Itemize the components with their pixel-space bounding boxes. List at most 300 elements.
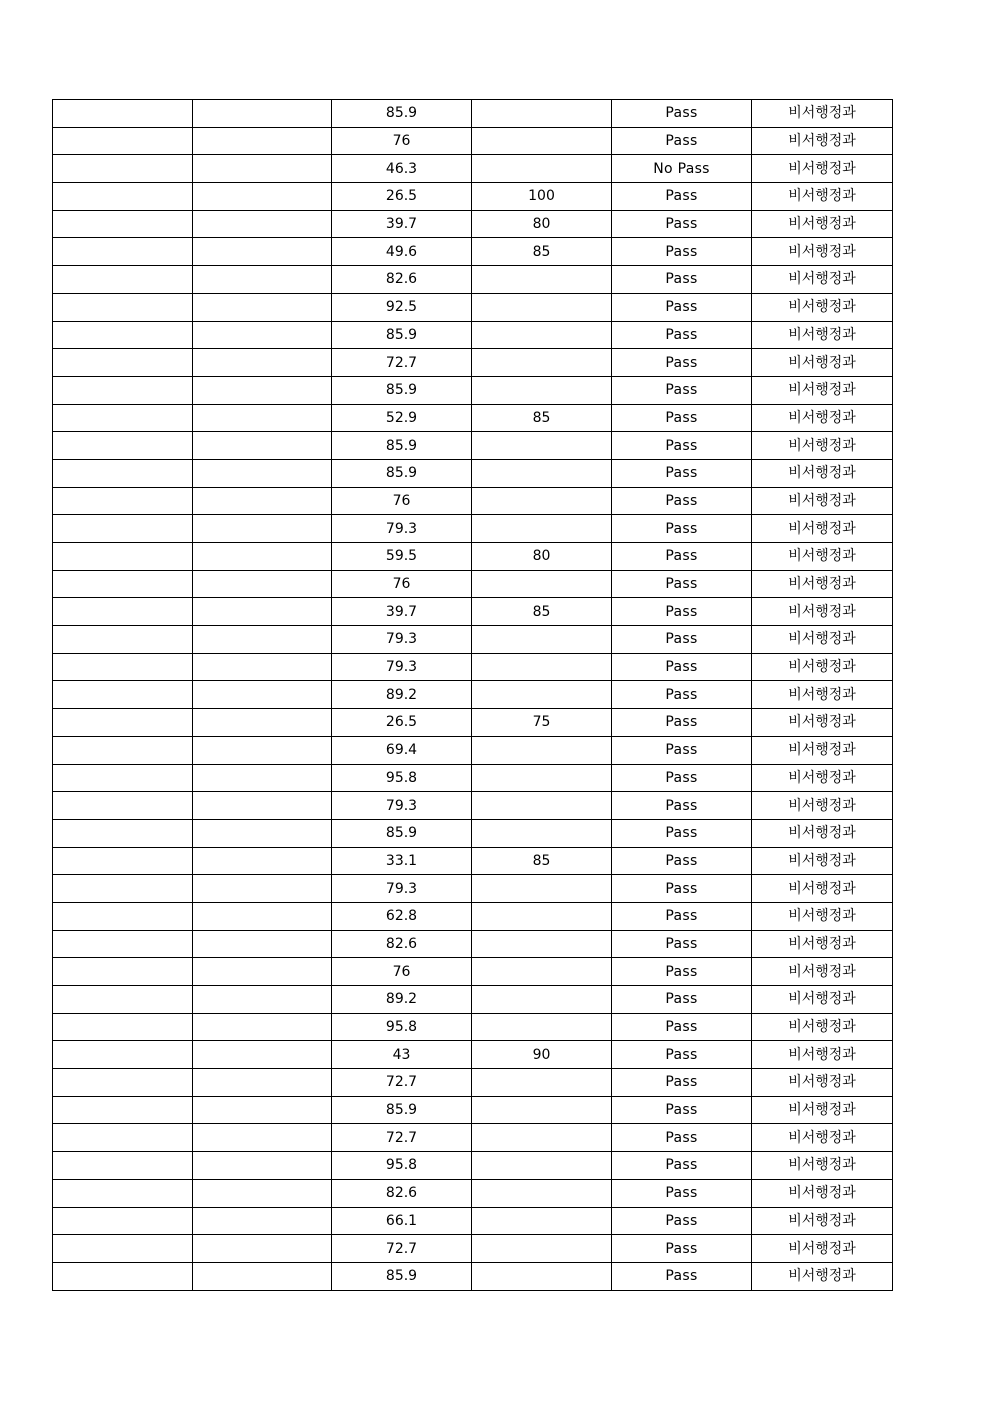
cell-blank-2 — [193, 570, 332, 598]
cell-blank-2 — [193, 238, 332, 266]
cell-blank-2 — [193, 321, 332, 349]
cell-result: Pass — [612, 681, 752, 709]
cell-blank-1 — [53, 515, 193, 543]
cell-blank-2 — [193, 764, 332, 792]
cell-extra-score — [472, 100, 612, 128]
cell-blank-1 — [53, 127, 193, 155]
cell-blank-1 — [53, 709, 193, 737]
cell-blank-2 — [193, 155, 332, 183]
cell-result: Pass — [612, 709, 752, 737]
cell-result: Pass — [612, 1179, 752, 1207]
cell-result: Pass — [612, 183, 752, 211]
cell-department: 비서행정과 — [752, 487, 893, 515]
cell-blank-1 — [53, 1235, 193, 1263]
cell-department: 비서행정과 — [752, 404, 893, 432]
cell-blank-1 — [53, 902, 193, 930]
cell-result: Pass — [612, 293, 752, 321]
cell-department: 비서행정과 — [752, 1207, 893, 1235]
table-row — [53, 321, 893, 349]
cell-score: 79.3 — [332, 792, 472, 820]
cell-blank-2 — [193, 736, 332, 764]
cell-blank-2 — [193, 210, 332, 238]
table-row — [53, 266, 893, 294]
cell-blank-1 — [53, 875, 193, 903]
table-row — [53, 792, 893, 820]
cell-blank-1 — [53, 736, 193, 764]
cell-department: 비서행정과 — [752, 100, 893, 128]
cell-blank-1 — [53, 1069, 193, 1097]
cell-extra-score — [472, 432, 612, 460]
cell-extra-score: 80 — [472, 210, 612, 238]
cell-blank-1 — [53, 487, 193, 515]
cell-extra-score: 85 — [472, 238, 612, 266]
table-row — [53, 432, 893, 460]
cell-department: 비서행정과 — [752, 736, 893, 764]
cell-score: 89.2 — [332, 681, 472, 709]
cell-score: 72.7 — [332, 1235, 472, 1263]
cell-score: 49.6 — [332, 238, 472, 266]
cell-score: 82.6 — [332, 266, 472, 294]
table-row — [53, 1041, 893, 1069]
cell-blank-2 — [193, 930, 332, 958]
table-row — [53, 238, 893, 266]
cell-result: Pass — [612, 459, 752, 487]
cell-blank-2 — [193, 1207, 332, 1235]
cell-result: Pass — [612, 570, 752, 598]
cell-blank-1 — [53, 543, 193, 571]
table-row — [53, 626, 893, 654]
cell-score: 26.5 — [332, 709, 472, 737]
cell-score: 76 — [332, 570, 472, 598]
cell-extra-score: 75 — [472, 709, 612, 737]
table-row — [53, 1096, 893, 1124]
cell-score: 85.9 — [332, 1096, 472, 1124]
cell-result: Pass — [612, 958, 752, 986]
cell-department: 비서행정과 — [752, 764, 893, 792]
cell-result: Pass — [612, 764, 752, 792]
cell-blank-2 — [193, 1069, 332, 1097]
cell-score: 72.7 — [332, 1124, 472, 1152]
cell-blank-1 — [53, 819, 193, 847]
cell-blank-2 — [193, 543, 332, 571]
cell-department: 비서행정과 — [752, 681, 893, 709]
cell-extra-score — [472, 155, 612, 183]
cell-blank-1 — [53, 404, 193, 432]
cell-blank-2 — [193, 902, 332, 930]
cell-score: 46.3 — [332, 155, 472, 183]
cell-result: Pass — [612, 266, 752, 294]
cell-blank-1 — [53, 1152, 193, 1180]
cell-blank-2 — [193, 653, 332, 681]
cell-blank-1 — [53, 681, 193, 709]
cell-result: Pass — [612, 598, 752, 626]
cell-result: Pass — [612, 1069, 752, 1097]
table-row — [53, 1262, 893, 1290]
cell-blank-2 — [193, 958, 332, 986]
cell-extra-score: 85 — [472, 598, 612, 626]
cell-score: 66.1 — [332, 1207, 472, 1235]
cell-blank-1 — [53, 155, 193, 183]
cell-extra-score — [472, 1207, 612, 1235]
cell-blank-1 — [53, 764, 193, 792]
cell-score: 89.2 — [332, 986, 472, 1014]
cell-blank-1 — [53, 1179, 193, 1207]
cell-blank-2 — [193, 709, 332, 737]
cell-department: 비서행정과 — [752, 266, 893, 294]
cell-score: 79.3 — [332, 653, 472, 681]
results-table-body — [53, 100, 893, 1291]
cell-extra-score — [472, 1179, 612, 1207]
cell-department: 비서행정과 — [752, 1235, 893, 1263]
cell-blank-1 — [53, 598, 193, 626]
cell-blank-2 — [193, 404, 332, 432]
table-row — [53, 127, 893, 155]
cell-score: 79.3 — [332, 875, 472, 903]
cell-department: 비서행정과 — [752, 1179, 893, 1207]
cell-extra-score: 90 — [472, 1041, 612, 1069]
cell-score: 33.1 — [332, 847, 472, 875]
cell-result: Pass — [612, 1041, 752, 1069]
cell-blank-2 — [193, 432, 332, 460]
cell-department: 비서행정과 — [752, 958, 893, 986]
cell-blank-2 — [193, 1235, 332, 1263]
cell-extra-score — [472, 570, 612, 598]
cell-score: 76 — [332, 127, 472, 155]
cell-result: Pass — [612, 487, 752, 515]
table-row — [53, 210, 893, 238]
cell-result: Pass — [612, 1096, 752, 1124]
cell-extra-score — [472, 986, 612, 1014]
cell-department: 비서행정과 — [752, 570, 893, 598]
cell-score: 76 — [332, 958, 472, 986]
table-row — [53, 349, 893, 377]
table-row — [53, 764, 893, 792]
cell-extra-score — [472, 293, 612, 321]
cell-blank-1 — [53, 626, 193, 654]
cell-blank-2 — [193, 349, 332, 377]
table-row — [53, 1069, 893, 1097]
cell-blank-1 — [53, 210, 193, 238]
cell-department: 비서행정과 — [752, 127, 893, 155]
table-row — [53, 293, 893, 321]
cell-blank-1 — [53, 349, 193, 377]
cell-score: 85.9 — [332, 1262, 472, 1290]
table-row — [53, 487, 893, 515]
cell-result: Pass — [612, 100, 752, 128]
cell-blank-2 — [193, 487, 332, 515]
cell-department: 비서행정과 — [752, 986, 893, 1014]
cell-department: 비서행정과 — [752, 515, 893, 543]
cell-extra-score — [472, 349, 612, 377]
cell-blank-2 — [193, 847, 332, 875]
cell-blank-2 — [193, 792, 332, 820]
cell-score: 59.5 — [332, 543, 472, 571]
cell-blank-2 — [193, 100, 332, 128]
table-row — [53, 1124, 893, 1152]
table-row — [53, 100, 893, 128]
cell-extra-score — [472, 626, 612, 654]
cell-result: Pass — [612, 515, 752, 543]
cell-blank-2 — [193, 515, 332, 543]
cell-extra-score — [472, 266, 612, 294]
cell-department: 비서행정과 — [752, 598, 893, 626]
cell-blank-1 — [53, 1124, 193, 1152]
cell-department: 비서행정과 — [752, 1013, 893, 1041]
cell-extra-score — [472, 681, 612, 709]
table-row — [53, 736, 893, 764]
cell-result: Pass — [612, 736, 752, 764]
cell-department: 비서행정과 — [752, 875, 893, 903]
cell-score: 85.9 — [332, 321, 472, 349]
cell-blank-1 — [53, 1096, 193, 1124]
table-row — [53, 570, 893, 598]
cell-extra-score — [472, 515, 612, 543]
cell-department: 비서행정과 — [752, 1096, 893, 1124]
cell-score: 85.9 — [332, 819, 472, 847]
table-row — [53, 1207, 893, 1235]
cell-blank-1 — [53, 958, 193, 986]
cell-department: 비서행정과 — [752, 792, 893, 820]
table-row — [53, 1235, 893, 1263]
cell-blank-2 — [193, 1152, 332, 1180]
cell-blank-1 — [53, 847, 193, 875]
cell-department: 비서행정과 — [752, 653, 893, 681]
cell-department: 비서행정과 — [752, 238, 893, 266]
cell-blank-2 — [193, 986, 332, 1014]
cell-blank-1 — [53, 930, 193, 958]
cell-department: 비서행정과 — [752, 1069, 893, 1097]
cell-result: Pass — [612, 902, 752, 930]
cell-result: Pass — [612, 626, 752, 654]
cell-score: 72.7 — [332, 349, 472, 377]
cell-score: 82.6 — [332, 930, 472, 958]
table-row — [53, 404, 893, 432]
cell-score: 95.8 — [332, 1013, 472, 1041]
cell-result: Pass — [612, 1152, 752, 1180]
cell-result: Pass — [612, 847, 752, 875]
table-row — [53, 681, 893, 709]
table-row — [53, 543, 893, 571]
cell-score: 95.8 — [332, 764, 472, 792]
cell-result: Pass — [612, 986, 752, 1014]
cell-score: 85.9 — [332, 376, 472, 404]
cell-extra-score — [472, 902, 612, 930]
cell-result: Pass — [612, 210, 752, 238]
cell-blank-2 — [193, 1262, 332, 1290]
cell-department: 비서행정과 — [752, 1152, 893, 1180]
table-row — [53, 986, 893, 1014]
table-row — [53, 958, 893, 986]
cell-blank-2 — [193, 681, 332, 709]
cell-score: 43 — [332, 1041, 472, 1069]
cell-result: Pass — [612, 792, 752, 820]
cell-department: 비서행정과 — [752, 210, 893, 238]
cell-result: Pass — [612, 1235, 752, 1263]
cell-department: 비서행정과 — [752, 902, 893, 930]
cell-result: Pass — [612, 930, 752, 958]
cell-blank-1 — [53, 100, 193, 128]
table-row — [53, 1152, 893, 1180]
cell-department: 비서행정과 — [752, 293, 893, 321]
cell-extra-score — [472, 1096, 612, 1124]
cell-result: Pass — [612, 875, 752, 903]
cell-result: Pass — [612, 404, 752, 432]
cell-score: 52.9 — [332, 404, 472, 432]
cell-blank-2 — [193, 1096, 332, 1124]
cell-extra-score: 100 — [472, 183, 612, 211]
cell-result: Pass — [612, 321, 752, 349]
table-row — [53, 902, 893, 930]
cell-extra-score — [472, 321, 612, 349]
table-row — [53, 653, 893, 681]
cell-department: 비서행정과 — [752, 376, 893, 404]
cell-blank-1 — [53, 376, 193, 404]
cell-extra-score — [472, 1069, 612, 1097]
cell-extra-score: 85 — [472, 404, 612, 432]
cell-blank-1 — [53, 653, 193, 681]
cell-department: 비서행정과 — [752, 1262, 893, 1290]
cell-extra-score — [472, 736, 612, 764]
cell-extra-score — [472, 459, 612, 487]
cell-blank-2 — [193, 1179, 332, 1207]
cell-result: Pass — [612, 432, 752, 460]
cell-blank-1 — [53, 293, 193, 321]
cell-blank-1 — [53, 792, 193, 820]
table-row — [53, 1179, 893, 1207]
table-row — [53, 819, 893, 847]
cell-blank-1 — [53, 986, 193, 1014]
cell-blank-2 — [193, 293, 332, 321]
cell-blank-1 — [53, 321, 193, 349]
table-row — [53, 459, 893, 487]
cell-blank-1 — [53, 266, 193, 294]
cell-extra-score — [472, 875, 612, 903]
cell-extra-score — [472, 487, 612, 515]
cell-blank-1 — [53, 1013, 193, 1041]
cell-blank-2 — [193, 183, 332, 211]
cell-extra-score — [472, 764, 612, 792]
cell-result: No Pass — [612, 155, 752, 183]
cell-score: 95.8 — [332, 1152, 472, 1180]
cell-extra-score: 85 — [472, 847, 612, 875]
cell-score: 79.3 — [332, 515, 472, 543]
table-row — [53, 709, 893, 737]
table-row — [53, 1013, 893, 1041]
cell-blank-1 — [53, 238, 193, 266]
cell-department: 비서행정과 — [752, 432, 893, 460]
cell-blank-2 — [193, 1041, 332, 1069]
cell-result: Pass — [612, 653, 752, 681]
table-row — [53, 376, 893, 404]
cell-score: 85.9 — [332, 100, 472, 128]
cell-extra-score — [472, 819, 612, 847]
cell-score: 85.9 — [332, 459, 472, 487]
cell-department: 비서행정과 — [752, 349, 893, 377]
cell-blank-2 — [193, 376, 332, 404]
cell-department: 비서행정과 — [752, 930, 893, 958]
cell-score: 26.5 — [332, 183, 472, 211]
cell-department: 비서행정과 — [752, 459, 893, 487]
cell-extra-score — [472, 376, 612, 404]
cell-blank-2 — [193, 626, 332, 654]
cell-extra-score — [472, 792, 612, 820]
cell-extra-score — [472, 653, 612, 681]
cell-result: Pass — [612, 376, 752, 404]
cell-result: Pass — [612, 349, 752, 377]
cell-department: 비서행정과 — [752, 1124, 893, 1152]
table-row — [53, 598, 893, 626]
cell-blank-2 — [193, 266, 332, 294]
cell-extra-score — [472, 1124, 612, 1152]
cell-score: 85.9 — [332, 432, 472, 460]
cell-score: 62.8 — [332, 902, 472, 930]
cell-department: 비서행정과 — [752, 321, 893, 349]
cell-department: 비서행정과 — [752, 847, 893, 875]
cell-score: 72.7 — [332, 1069, 472, 1097]
results-table — [52, 99, 893, 1291]
table-row — [53, 515, 893, 543]
cell-score: 76 — [332, 487, 472, 515]
cell-result: Pass — [612, 1207, 752, 1235]
cell-result: Pass — [612, 819, 752, 847]
cell-score: 92.5 — [332, 293, 472, 321]
table-row — [53, 875, 893, 903]
cell-department: 비서행정과 — [752, 543, 893, 571]
cell-result: Pass — [612, 1262, 752, 1290]
cell-blank-2 — [193, 1013, 332, 1041]
cell-extra-score: 80 — [472, 543, 612, 571]
cell-extra-score — [472, 1262, 612, 1290]
cell-department: 비서행정과 — [752, 626, 893, 654]
cell-blank-1 — [53, 183, 193, 211]
cell-score: 79.3 — [332, 626, 472, 654]
cell-extra-score — [472, 1013, 612, 1041]
cell-blank-1 — [53, 1262, 193, 1290]
cell-blank-1 — [53, 432, 193, 460]
cell-blank-2 — [193, 875, 332, 903]
cell-department: 비서행정과 — [752, 1041, 893, 1069]
cell-score: 39.7 — [332, 210, 472, 238]
cell-score: 69.4 — [332, 736, 472, 764]
cell-blank-1 — [53, 1041, 193, 1069]
cell-department: 비서행정과 — [752, 819, 893, 847]
table-row — [53, 155, 893, 183]
cell-extra-score — [472, 1152, 612, 1180]
cell-result: Pass — [612, 1124, 752, 1152]
cell-extra-score — [472, 1235, 612, 1263]
cell-blank-2 — [193, 819, 332, 847]
cell-extra-score — [472, 127, 612, 155]
cell-blank-2 — [193, 127, 332, 155]
cell-department: 비서행정과 — [752, 183, 893, 211]
cell-department: 비서행정과 — [752, 709, 893, 737]
cell-blank-2 — [193, 1124, 332, 1152]
cell-blank-1 — [53, 570, 193, 598]
cell-blank-2 — [193, 598, 332, 626]
cell-extra-score — [472, 930, 612, 958]
cell-blank-1 — [53, 1207, 193, 1235]
cell-score: 39.7 — [332, 598, 472, 626]
cell-result: Pass — [612, 543, 752, 571]
cell-result: Pass — [612, 238, 752, 266]
table-row — [53, 930, 893, 958]
cell-blank-1 — [53, 459, 193, 487]
table-row — [53, 847, 893, 875]
table-row — [53, 183, 893, 211]
cell-extra-score — [472, 958, 612, 986]
cell-blank-2 — [193, 459, 332, 487]
cell-result: Pass — [612, 1013, 752, 1041]
